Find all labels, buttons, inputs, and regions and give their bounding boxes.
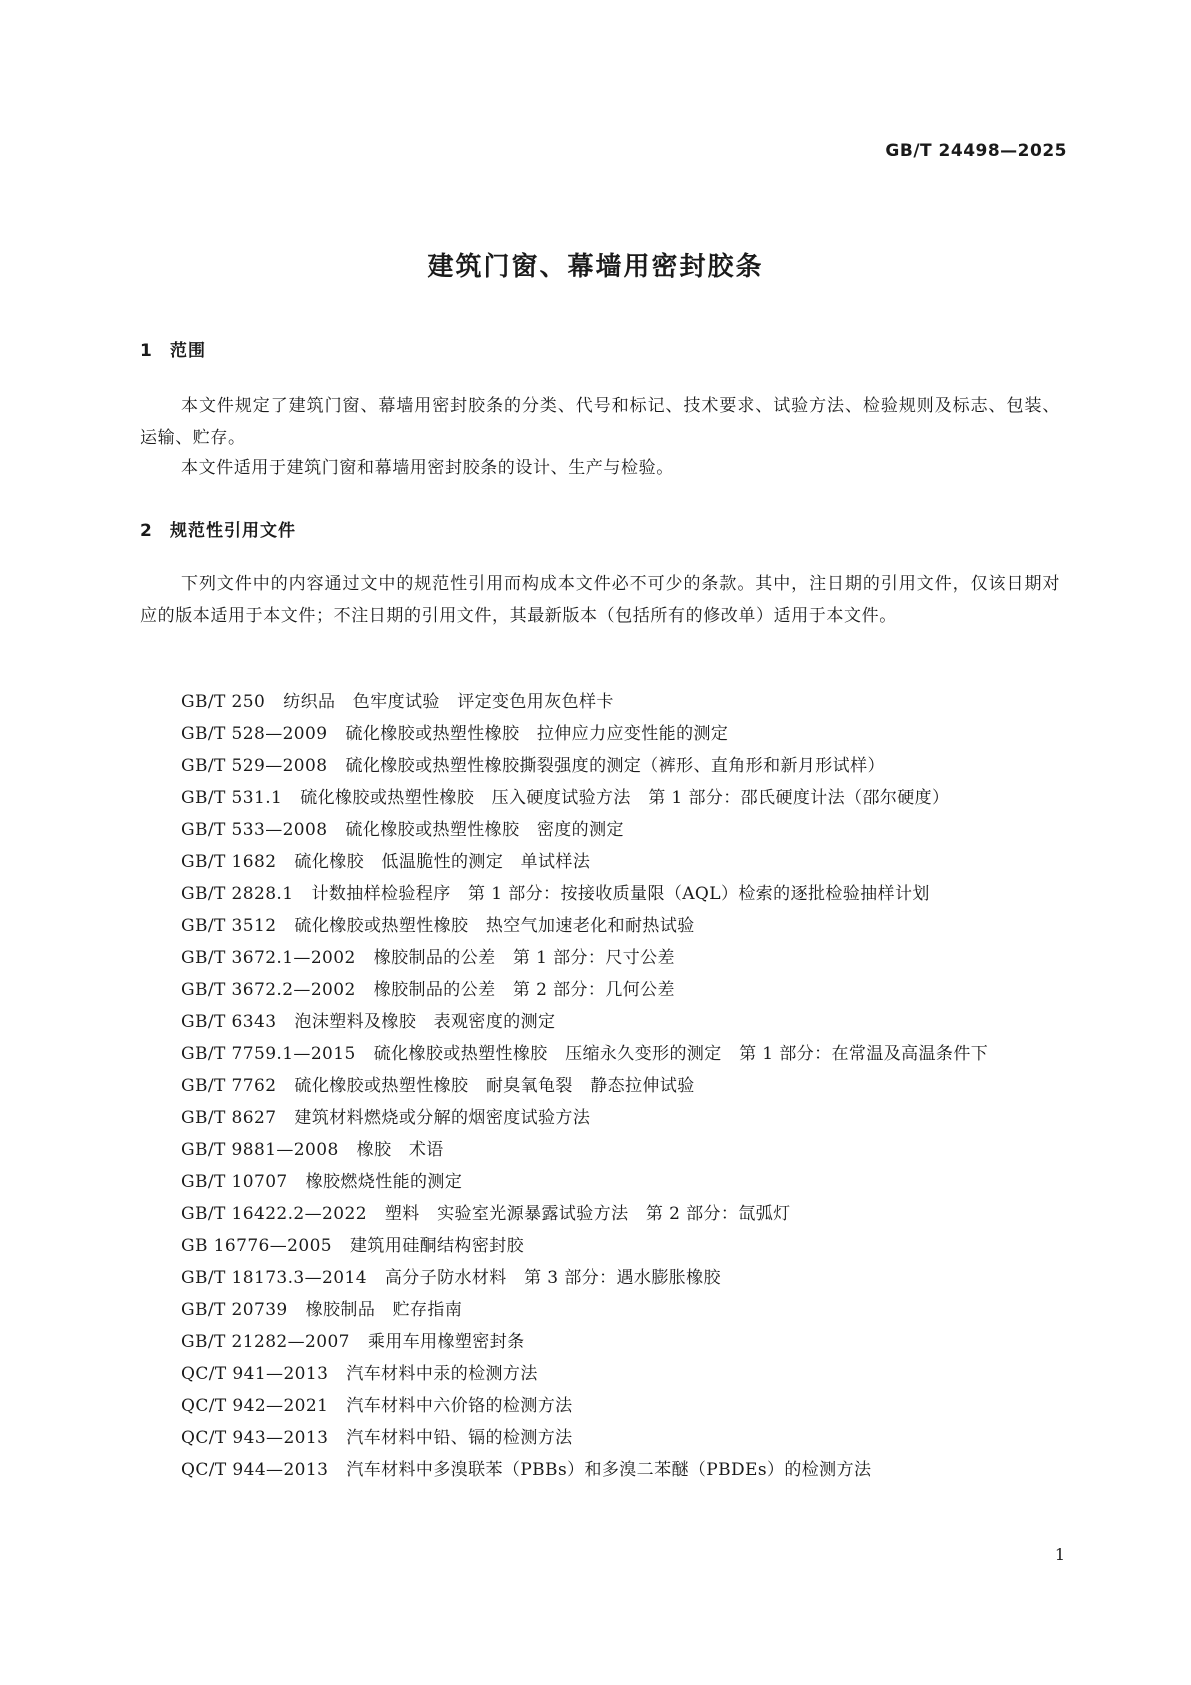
reference-title: 汽车材料中六价铬的检测方法 xyxy=(346,1396,573,1416)
reference-code: QC/T 944—2013 xyxy=(181,1460,329,1480)
reference-code: GB/T 529—2008 xyxy=(181,756,328,776)
reference-item xyxy=(140,974,1060,1006)
reference-list xyxy=(140,686,1060,1486)
reference-item xyxy=(140,910,1060,942)
reference-code: GB/T 528—2009 xyxy=(181,724,328,744)
reference-title: 硫化橡胶或热塑性橡胶 压入硬度试验方法 第 1 部分：邵氏硬度计法（邵尔硬度） xyxy=(300,788,950,808)
reference-title: 汽车材料中铅、镉的检测方法 xyxy=(346,1428,573,1448)
section-title: 规范性引用文件 xyxy=(170,521,296,541)
reference-code: GB/T 6343 xyxy=(181,1012,277,1032)
reference-title: 塑料 实验室光源暴露试验方法 第 2 部分：氙弧灯 xyxy=(384,1204,791,1224)
reference-item xyxy=(140,1038,1060,1070)
reference-code: GB/T 1682 xyxy=(181,852,277,872)
reference-item xyxy=(140,942,1060,974)
reference-code: GB/T 7759.1—2015 xyxy=(181,1044,356,1064)
section-1-heading xyxy=(140,336,206,361)
reference-code: QC/T 942—2021 xyxy=(181,1396,329,1416)
reference-code: GB/T 531.1 xyxy=(181,788,283,808)
scope-paragraph-1: 本文件规定了建筑门窗、幕墙用密封胶条的分类、代号和标记、技术要求、试验方法、检验规则及标志、包装、运输、贮存。 xyxy=(140,396,1060,448)
reference-code: GB/T 2828.1 xyxy=(181,884,294,904)
reference-item xyxy=(140,1198,1060,1230)
document-title: 建筑门窗、幕墙用密封胶条 xyxy=(427,252,764,282)
reference-item xyxy=(140,1422,1060,1454)
reference-item xyxy=(140,1134,1060,1166)
reference-title: 硫化橡胶 低温脆性的测定 单试样法 xyxy=(294,852,591,872)
reference-title: 硫化橡胶或热塑性橡胶 拉伸应力应变性能的测定 xyxy=(345,724,729,744)
reference-item xyxy=(140,1230,1060,1262)
reference-item xyxy=(140,1294,1060,1326)
section-title: 范围 xyxy=(170,341,206,361)
reference-title: 纺织品 色牢度试验 评定变色用灰色样卡 xyxy=(283,692,614,712)
reference-item xyxy=(140,686,1060,718)
reference-title: 乘用车用橡塑密封条 xyxy=(367,1332,525,1352)
reference-item xyxy=(140,718,1060,750)
reference-title: 硫化橡胶或热塑性橡胶 热空气加速老化和耐热试验 xyxy=(294,916,695,936)
page-number: 1 xyxy=(1054,1545,1065,1564)
reference-code: GB/T 10707 xyxy=(181,1172,288,1192)
reference-item xyxy=(140,1166,1060,1198)
reference-title: 泡沫塑料及橡胶 表观密度的测定 xyxy=(294,1012,556,1032)
reference-title: 硫化橡胶或热塑性橡胶撕裂强度的测定（裤形、直角形和新月形试样） xyxy=(345,756,885,776)
reference-title: 汽车材料中多溴联苯（PBBs）和多溴二苯醚（PBDEs）的检测方法 xyxy=(346,1460,872,1480)
reference-title: 橡胶制品的公差 第 1 部分：尺寸公差 xyxy=(373,948,675,968)
section-number: 1 xyxy=(140,341,153,361)
reference-code: GB/T 3672.1—2002 xyxy=(181,948,356,968)
reference-code: GB/T 250 xyxy=(181,692,266,712)
reference-title: 建筑用硅酮结构密封胶 xyxy=(350,1236,525,1256)
reference-code: GB/T 533—2008 xyxy=(181,820,328,840)
reference-title: 计数抽样检验程序 第 1 部分：按接收质量限（AQL）检索的逐批检验抽样计划 xyxy=(311,884,930,904)
reference-code: GB/T 7762 xyxy=(181,1076,277,1096)
reference-item xyxy=(140,1358,1060,1390)
scope-paragraph-2: 本文件适用于建筑门窗和幕墙用密封胶条的设计、生产与检验。 xyxy=(181,458,674,478)
reference-code: GB/T 3512 xyxy=(181,916,277,936)
reference-title: 高分子防水材料 第 3 部分：遇水膨胀橡胶 xyxy=(384,1268,721,1288)
reference-code: GB/T 21282—2007 xyxy=(181,1332,350,1352)
reference-item xyxy=(140,1454,1060,1486)
reference-title: 汽车材料中汞的检测方法 xyxy=(346,1364,538,1384)
reference-item xyxy=(140,782,1060,814)
reference-title: 硫化橡胶或热塑性橡胶 密度的测定 xyxy=(345,820,624,840)
reference-item xyxy=(140,1326,1060,1358)
reference-item xyxy=(140,1070,1060,1102)
reference-item xyxy=(140,1262,1060,1294)
reference-code: QC/T 941—2013 xyxy=(181,1364,329,1384)
reference-item xyxy=(140,1006,1060,1038)
reference-item xyxy=(140,846,1060,878)
reference-code: QC/T 943—2013 xyxy=(181,1428,329,1448)
reference-item xyxy=(140,1102,1060,1134)
normative-references-intro: 下列文件中的内容通过文中的规范性引用而构成本文件必不可少的条款。其中，注日期的引用文件，仅该日期对应的版本适用于本文件；不注日期的引用文件，其最新版本（包括所有的修改单）适用于本文件。 xyxy=(140,574,1060,626)
reference-title: 橡胶制品 贮存指南 xyxy=(305,1300,463,1320)
reference-title: 橡胶制品的公差 第 2 部分：几何公差 xyxy=(373,980,675,1000)
reference-code: GB/T 3672.2—2002 xyxy=(181,980,356,1000)
reference-code: GB/T 16422.2—2022 xyxy=(181,1204,367,1224)
reference-code: GB 16776—2005 xyxy=(181,1236,333,1256)
reference-code: GB/T 20739 xyxy=(181,1300,288,1320)
reference-item xyxy=(140,1390,1060,1422)
reference-code: GB/T 18173.3—2014 xyxy=(181,1268,367,1288)
reference-code: GB/T 8627 xyxy=(181,1108,277,1128)
reference-title: 橡胶燃烧性能的测定 xyxy=(305,1172,463,1192)
reference-title: 硫化橡胶或热塑性橡胶 压缩永久变形的测定 第 1 部分：在常温及高温条件下 xyxy=(373,1044,989,1064)
reference-item xyxy=(140,878,1060,910)
section-2-heading xyxy=(140,516,296,541)
section-number: 2 xyxy=(140,521,153,541)
reference-code: GB/T 9881—2008 xyxy=(181,1140,339,1160)
standard-code: GB/T 24498—2025 xyxy=(885,141,1067,161)
reference-title: 硫化橡胶或热塑性橡胶 耐臭氧龟裂 静态拉伸试验 xyxy=(294,1076,695,1096)
reference-item xyxy=(140,814,1060,846)
reference-title: 橡胶 术语 xyxy=(356,1140,444,1160)
reference-title: 建筑材料燃烧或分解的烟密度试验方法 xyxy=(294,1108,591,1128)
reference-item xyxy=(140,750,1060,782)
